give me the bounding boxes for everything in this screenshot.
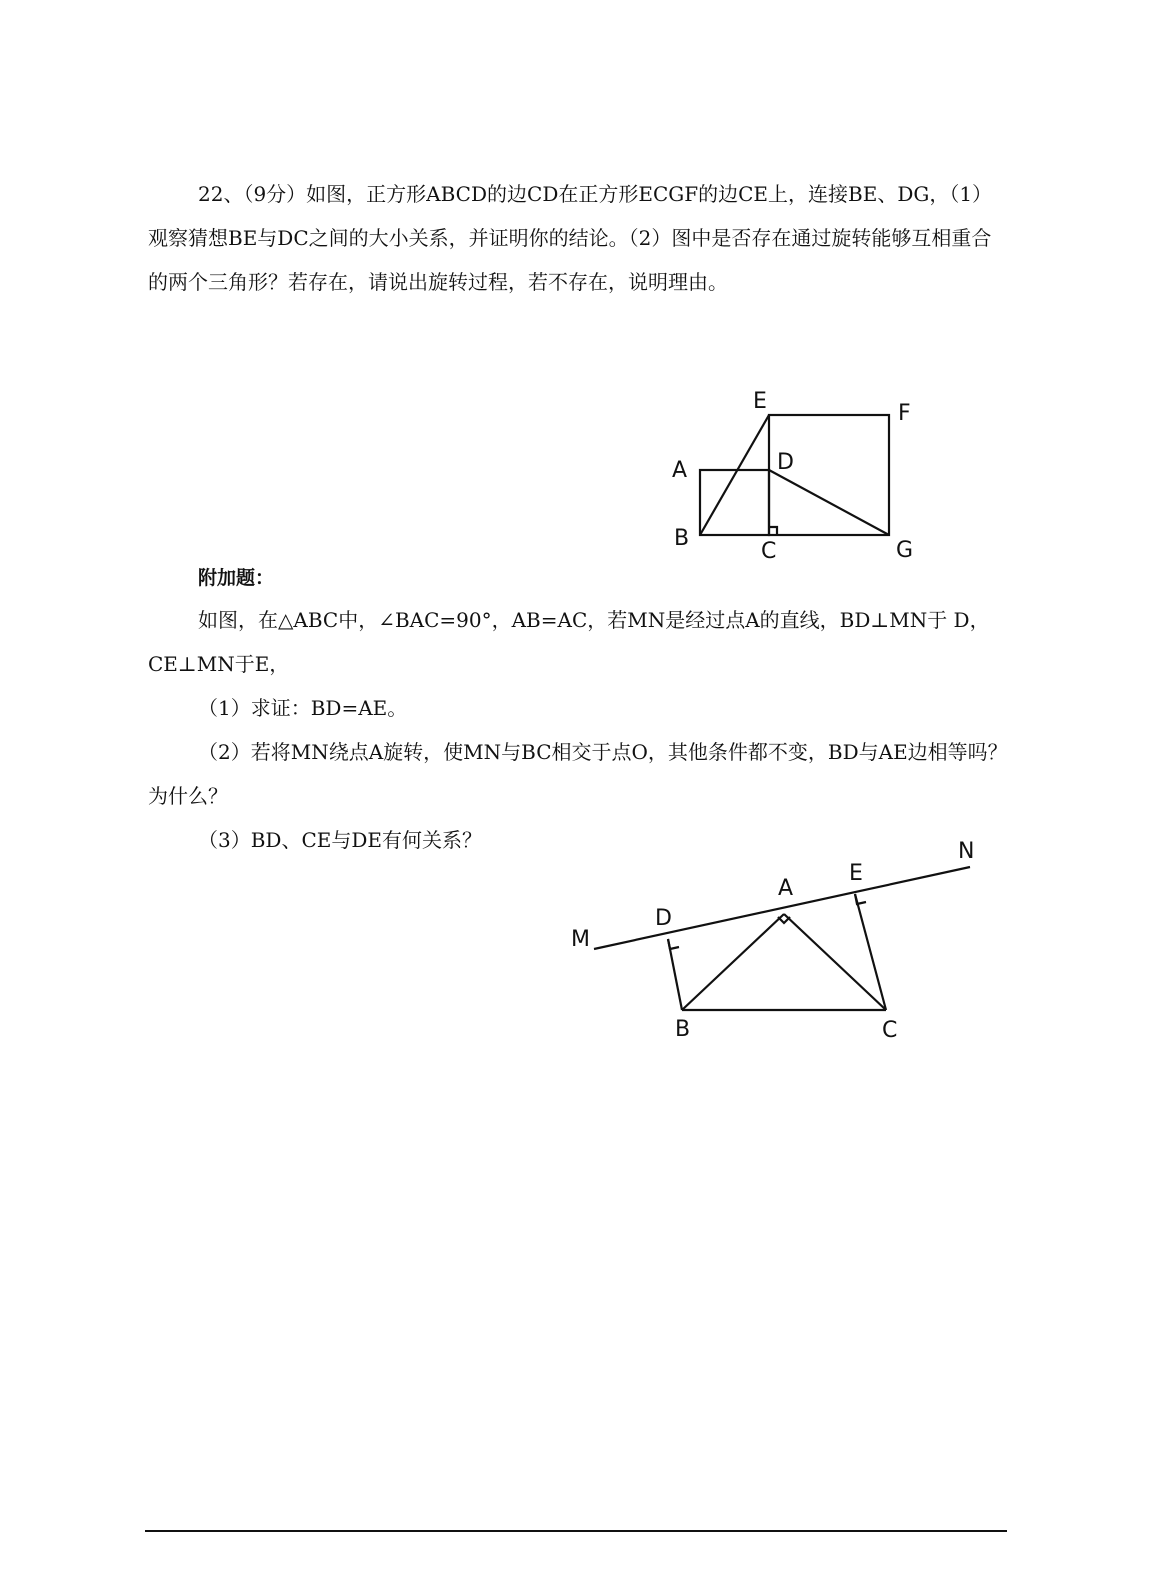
footer-rule xyxy=(145,1530,1007,1532)
right-angle-mark-e xyxy=(855,894,866,904)
segment-ab xyxy=(682,914,784,1010)
label-d2: D xyxy=(655,906,672,931)
bonus-intro: 如图，在△ABC中，∠BAC=90°，AB=AC，若MN是经过点A的直线，BD⊥MN于 D，CE⊥MN于E， xyxy=(148,608,990,676)
bonus-heading: 附加题： xyxy=(198,567,275,589)
label-a: A xyxy=(672,458,688,483)
label-e: E xyxy=(753,389,767,414)
segment-ac xyxy=(784,914,886,1010)
label-f: F xyxy=(898,401,911,426)
problem-22-text: 22、（9分）如图，正方形ABCD的边CD在正方形ECGF的边CE上，连接BE、DG，（1）观察猜想BE与DC之间的大小关系，并证明你的结论。（2）图中是否存在通过旋转能够互相重合的两个三角形？若存在，请说出旋转过程，若不存在，说明理由。 xyxy=(148,182,993,294)
right-angle-mark-a xyxy=(778,917,790,923)
bonus-question-2: （2）若将MN绕点A旋转，使MN与BC相交于点O，其他条件都不变，BD与AE边相等吗？为什么？ xyxy=(148,740,1008,808)
label-g: G xyxy=(896,538,914,563)
label-c: C xyxy=(761,539,777,564)
label-b: B xyxy=(674,526,690,551)
label-d: D xyxy=(777,450,794,475)
label-a2: A xyxy=(778,876,794,901)
label-n: N xyxy=(958,839,975,864)
square-abcd xyxy=(700,470,769,535)
label-c2: C xyxy=(882,1018,898,1043)
label-e2: E xyxy=(849,861,863,886)
label-m: M xyxy=(571,927,590,952)
segment-dg xyxy=(769,470,889,535)
bonus-question-3: （3）BD、CE与DE有何关系？ xyxy=(198,828,482,852)
right-angle-mark-c xyxy=(769,527,777,535)
square-ecgf xyxy=(769,415,889,535)
label-b2: B xyxy=(675,1017,691,1042)
segment-ce xyxy=(855,894,886,1010)
segment-be xyxy=(700,415,769,535)
bonus-question-1: （1）求证：BD=AE。 xyxy=(198,696,408,720)
right-angle-mark-d xyxy=(668,939,679,949)
